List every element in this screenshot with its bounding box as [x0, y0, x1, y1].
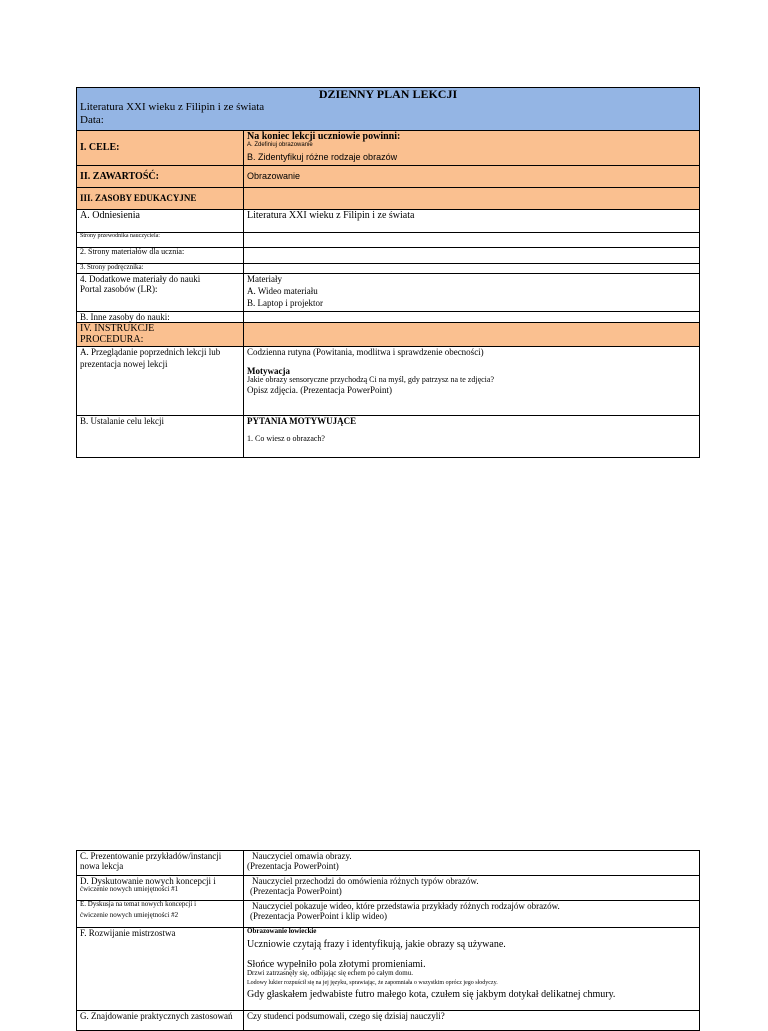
content-label: II. ZAWARTOŚĆ: — [77, 166, 244, 188]
objectives-cell — [244, 131, 700, 166]
textbook-value — [244, 264, 700, 274]
daily-routine: Codzienna rutyna (Powitania, modlitwa i sprawdzenie obecności) — [247, 347, 484, 358]
objective-a: A. Zdefiniuj obrazowanie — [247, 142, 313, 149]
examples-value-2: (Prezentacja PowerPoint) — [247, 861, 339, 872]
review-label — [77, 347, 244, 416]
additional-materials-cell — [77, 274, 244, 312]
learner-materials-label: 2. Strony materiałów dla ucznia: — [77, 248, 244, 264]
procedure-empty — [244, 323, 700, 347]
mastery-sentence-3: Lodowy lukier rozpuścił się na jej języku, sprawiając, że zapomniała o wszystkim oprócz jego słodyczy. — [247, 980, 498, 987]
additional-materials-label: 4. Dodatkowe materiały do nauki — [80, 274, 201, 284]
procedure-label: PROCEDURA: — [80, 334, 144, 346]
purpose-question: 1. Co wiesz o obrazach? — [247, 434, 325, 444]
concepts-1-value-2: (Prezentacja PowerPoint) — [250, 886, 342, 897]
concepts-1-value-1: Nauczyciel przechodzi do omówienia różnych typów obrazów. — [252, 876, 479, 886]
resources-label: III. ZASOBY EDUKACYJNE — [77, 188, 244, 210]
objectives-intro: Na koniec lekcji uczniowie powinni: — [247, 131, 401, 142]
plan-header-cell — [77, 88, 700, 131]
plan-date-label: Data: — [80, 113, 104, 126]
concepts-2-label-line2: ćwiczenie nowych umiejętności #2 — [80, 910, 179, 919]
lesson-plan-table-2 — [76, 850, 700, 1031]
lesson-plan-table-1 — [76, 87, 700, 458]
resources-empty — [244, 188, 700, 210]
mastery-sentence-4: Gdy głaskałem jedwabiste futro małego kota, czułem się jakbym dotykał delikatnej chmury. — [247, 988, 616, 1000]
concepts-2-label-line1: E. Dyskusja na temat nowych koncepcji i — [80, 900, 197, 908]
instructions-heading: IV. INSTRUKCJE — [80, 323, 155, 335]
material-b: B. Laptop i projektor — [247, 298, 323, 309]
motivation-question: Jakie obrazy sensoryczne przychodzą Ci na myśl, gdy patrzysz na te zdjęcia? — [247, 375, 495, 385]
materials-title: Materiały — [247, 274, 282, 284]
concepts-1-cell — [244, 876, 700, 901]
content-value: Obrazowanie — [244, 166, 700, 188]
objective-b: B. Zidentyfikuj różne rodzaje obrazów — [247, 151, 398, 162]
material-a: A. Wideo materiału — [247, 286, 318, 297]
concepts-2-cell — [244, 901, 700, 928]
examples-label-line2: nowa lekcja — [80, 861, 124, 872]
concepts-2-value-2: (Prezentacja PowerPoint i klip wideo) — [250, 911, 387, 922]
lr-portal-label: Portal zasobów (LR): — [80, 284, 158, 295]
examples-label — [77, 851, 244, 876]
textbook-label: 3. Strony podręcznika: — [77, 264, 244, 274]
review-label-line1: A. Przeglądanie poprzednich lekcji lub — [80, 347, 221, 358]
other-resources-label: B. Inne zasoby do nauki: — [77, 312, 244, 323]
review-cell — [244, 347, 700, 416]
purpose-title: PYTANIA MOTYWUJĄCE — [247, 416, 357, 427]
concepts-1-label-line1: D. Dyskutowanie nowych koncepcji i — [80, 876, 216, 886]
learner-materials-value — [244, 248, 700, 264]
motivation-title: Motywacja — [247, 366, 290, 377]
examples-value-1: Nauczyciel omawia obrazy. — [252, 851, 352, 861]
mastery-cell — [244, 928, 700, 1011]
applications-value: Czy studenci podsumowali, czego się dzisiaj nauczyli? — [244, 1011, 700, 1031]
concepts-2-value-1: Nauczyciel pokazuje wideo, które przedstawia przykłady różnych rodzajów obrazów. — [252, 901, 560, 911]
procedure-heading — [77, 323, 244, 347]
applications-label: G. Znajdowanie praktycznych zastosowań — [77, 1011, 244, 1031]
mastery-title: Obrazowanie łowieckie — [247, 927, 317, 935]
teacher-guide-value — [244, 233, 700, 248]
concepts-2-label — [77, 901, 244, 928]
mastery-sentence-1: Słońce wypełniło pola złotymi promieniami. — [247, 959, 426, 971]
concepts-1-label-line2: ćwiczenie nowych umiejętności #1 — [80, 885, 179, 894]
examples-cell — [244, 851, 700, 876]
motivation-task: Opisz zdjęcia. (Prezentacja PowerPoint) — [247, 385, 392, 396]
references-value: Literatura XXI wieku z Filipin i ze świata — [244, 210, 700, 233]
review-label-line2: prezentacja nowej lekcji — [80, 359, 168, 370]
mastery-instruction: Uczniowie czytają frazy i identyfikują, jakie obrazy są używane. — [247, 938, 506, 950]
teacher-guide-label: Strony przewodnika nauczyciela: — [77, 233, 244, 248]
references-label: A. Odniesienia — [77, 210, 244, 233]
other-resources-value — [244, 312, 700, 323]
purpose-label: B. Ustalanie celu lekcji — [77, 416, 244, 458]
plan-subject: Literatura XXI wieku z Filipin i ze świata — [80, 101, 265, 114]
concepts-1-label — [77, 876, 244, 901]
mastery-sentence-2: Drzwi zatrzasnęły się, odbijając się echem po całym domu. — [247, 969, 413, 978]
plan-title: DZIENNY PLAN LEKCJI — [318, 87, 458, 101]
materials-cell — [244, 274, 700, 312]
objectives-label: I. CELE: — [77, 131, 244, 166]
purpose-cell — [244, 416, 700, 458]
examples-label-line1: C. Prezentowanie przykładów/instancji — [80, 851, 222, 861]
mastery-label: F. Rozwijanie mistrzostwa — [77, 928, 244, 1011]
